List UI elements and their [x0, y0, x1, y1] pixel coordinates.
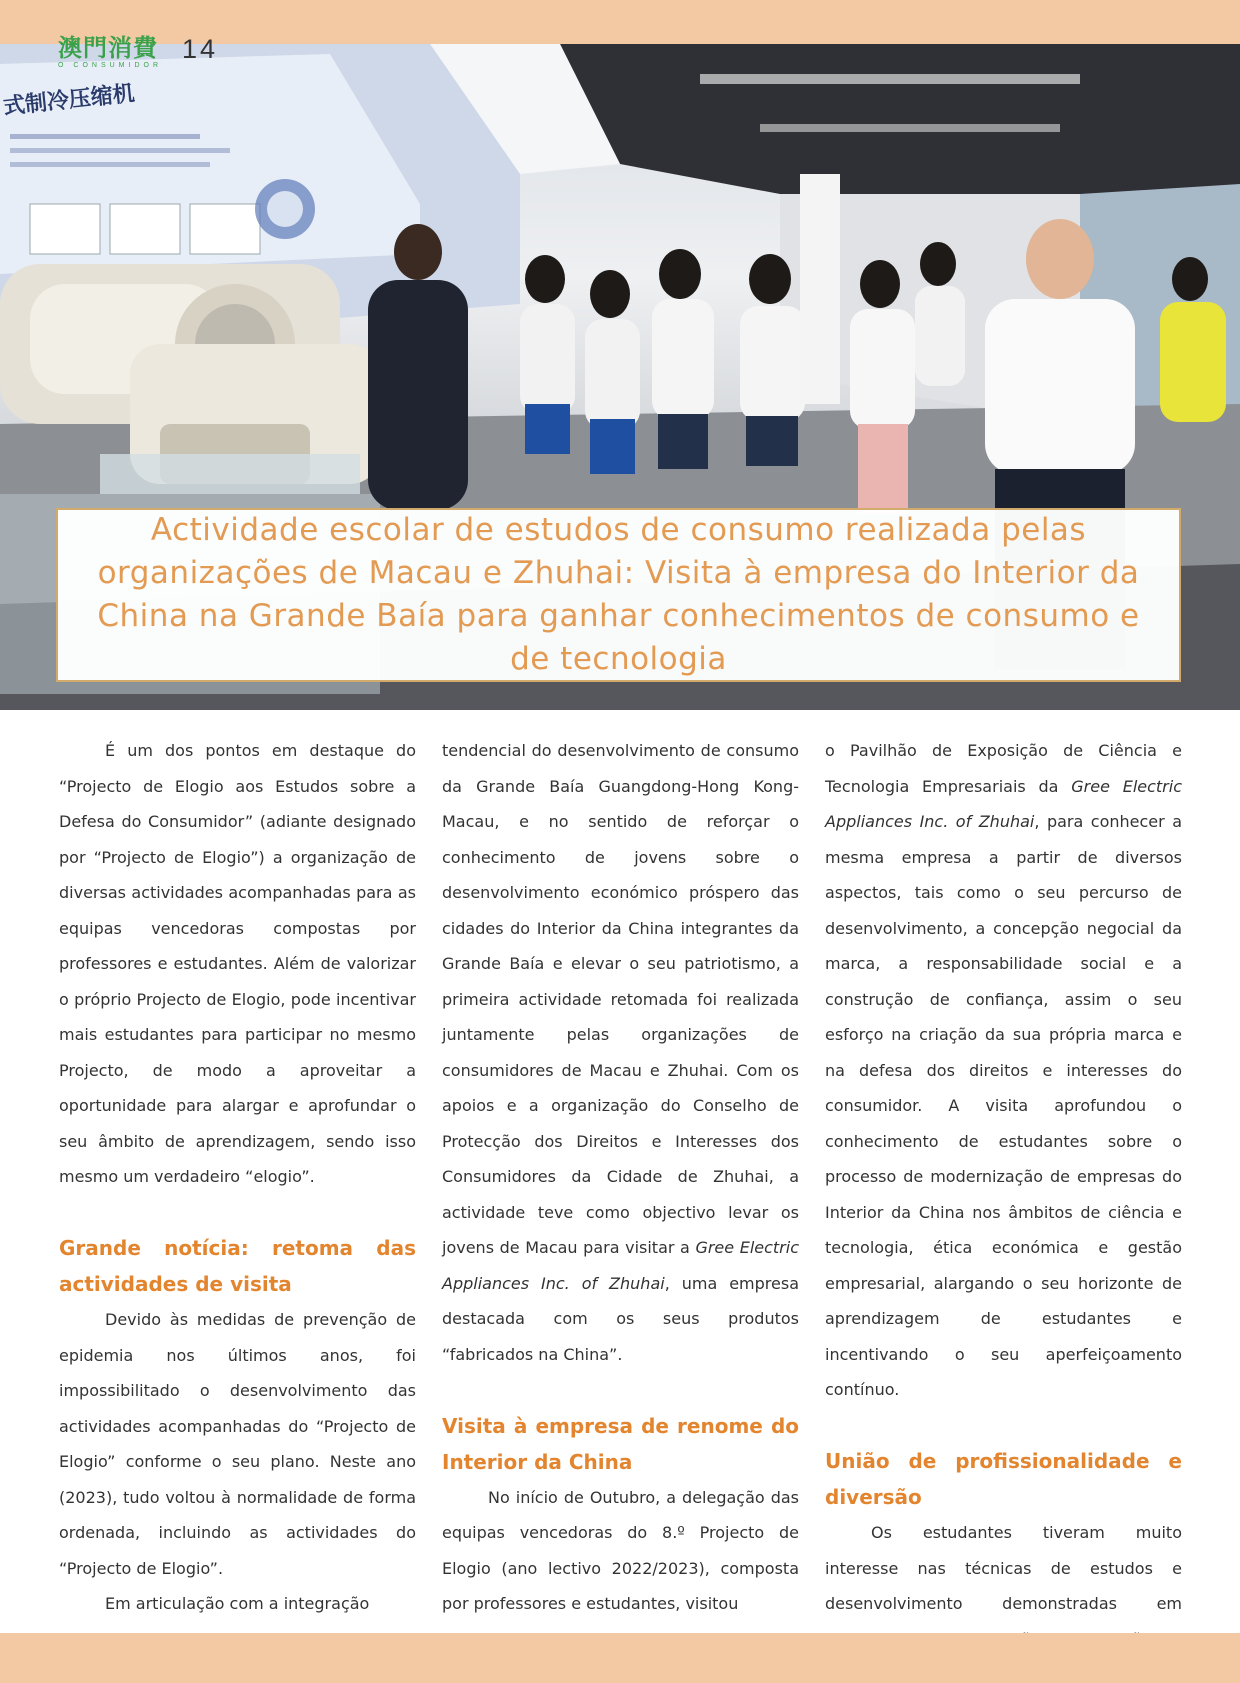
section-heading: Grande notícia: retoma das actividades de visita: [59, 1236, 416, 1296]
paragraph: Os estudantes tiveram muito interesse nas técnicas de estudos e desenvolvimento demonstradas em: [825, 1523, 1182, 1613]
paragraph: [825, 733, 1182, 1408]
section-heading: Visita à empresa de renome do Interior da China: [442, 1413, 799, 1474]
article-column-1: [59, 733, 416, 1622]
article-column-3: [825, 733, 1182, 1657]
article-column-2: [442, 733, 799, 1622]
paragraph: Em articulação com a integração: [105, 1594, 370, 1613]
logo-subtitle: O CONSUMIDOR: [58, 62, 162, 69]
bottom-color-band: [0, 1633, 1240, 1683]
exhibit-heading: 式制冷压缩机: [2, 81, 136, 120]
paragraph: [442, 733, 799, 1372]
section-heading: União de profissionalidade e diversão: [825, 1449, 1182, 1509]
paragraph: É um dos pontos em destaque do “Projecto de Elogio aos Estudos sobre a Defesa do Consumidor” (adiante designado por “Projecto de Elogio”) a organização de diversas actividades acompanhadas para as equipas vencedoras compostas por professores e estudantes. Além de valorizar o próprio Projecto de Elogio, pode incentivar mais estudantes para participar no mesmo Projecto, de modo a aproveitar a oportunidade para alargar e aprofundar o seu âmbito de aprendizagem, sendo isso mesmo um verdadeiro “elogio”.: [59, 741, 416, 1186]
paragraph: No início de Outubro, a delegação das equipas vencedoras do 8.º Projecto de Elogio (ano lectivo 2022/2023), composta por professores e estudantes, visitou: [442, 1487, 799, 1613]
article-title: Actividade escolar de estudos de consumo realizada pelas organizações de Macau e Zhuhai: Visita à empresa do Interior da China na Grande Baía para ganhar conhecimentos de consumo e de tecnologia: [97, 512, 1140, 677]
masthead: [58, 34, 218, 78]
page-number: 14: [182, 34, 219, 64]
paragraph-text: tendencial do desenvolvimento de consumo da Grande Baía Guangdong-Hong Kong-Macau, e no sentido de reforçar o conhecimento de jovens sobre o desenvolvimento económico próspero das cidades do Interior da China integrantes da Grande Baía e elevar o seu patriotismo, a primeira actividade retomada foi realizada juntamente pelas organizações de consumidores de Macau e Zhuhai. Com os apoios e a organização do Conselho de Protecção dos Direitos e Interesses dos Consumidores da Cidade de Zhuhai, a actividade teve como objectivo levar os jovens de Macau para visitar a: [442, 741, 799, 1257]
logo-text: 澳門消費: [58, 34, 158, 62]
paragraph-text: , para conhecer a mesma empresa a partir de diversos aspectos, tais como o seu percurso de desenvolvimento, a concepção negocial da marca, a responsabilidade social e a construção de confiança, assim o seu esforço na criação da sua própria marca e na defesa dos direitos e interesses do consumidor. A visita aprofundou o conhecimento de estudantes sobre o processo de modernização de empresas do Interior da China nos âmbitos de ciência e tecnologia, ética económica e gestão empresarial, alargando o seu horizonte de aprendizagem de estudantes e incentivando o seu aperfeiçoamento contínuo.: [825, 812, 1183, 1399]
magazine-logo: [58, 34, 162, 70]
company-name: Gree Electric Appliances Inc. of Zhuhai: [442, 1238, 800, 1293]
paragraph: Devido às medidas de prevenção de epidemia nos últimos anos, foi impossibilitado o desenvolvimento das actividades acompanhadas do “Projecto de Elogio” conforme o seu plano. Neste ano (2023), tudo voltou à normalidade de forma ordenada, incluindo as actividades do “Projecto de Elogio”.: [59, 1310, 416, 1578]
company-name: Gree Electric Appliances Inc. of Zhuhai: [825, 776, 1183, 831]
paragraph-text: , uma empresa destacada com os seus produtos “fabricados na China”.: [442, 1273, 800, 1364]
paragraph-text: o Pavilhão de Exposição de Ciência e Tecnologia Empresariais da: [825, 741, 1182, 796]
article-title-box: [56, 508, 1181, 682]
